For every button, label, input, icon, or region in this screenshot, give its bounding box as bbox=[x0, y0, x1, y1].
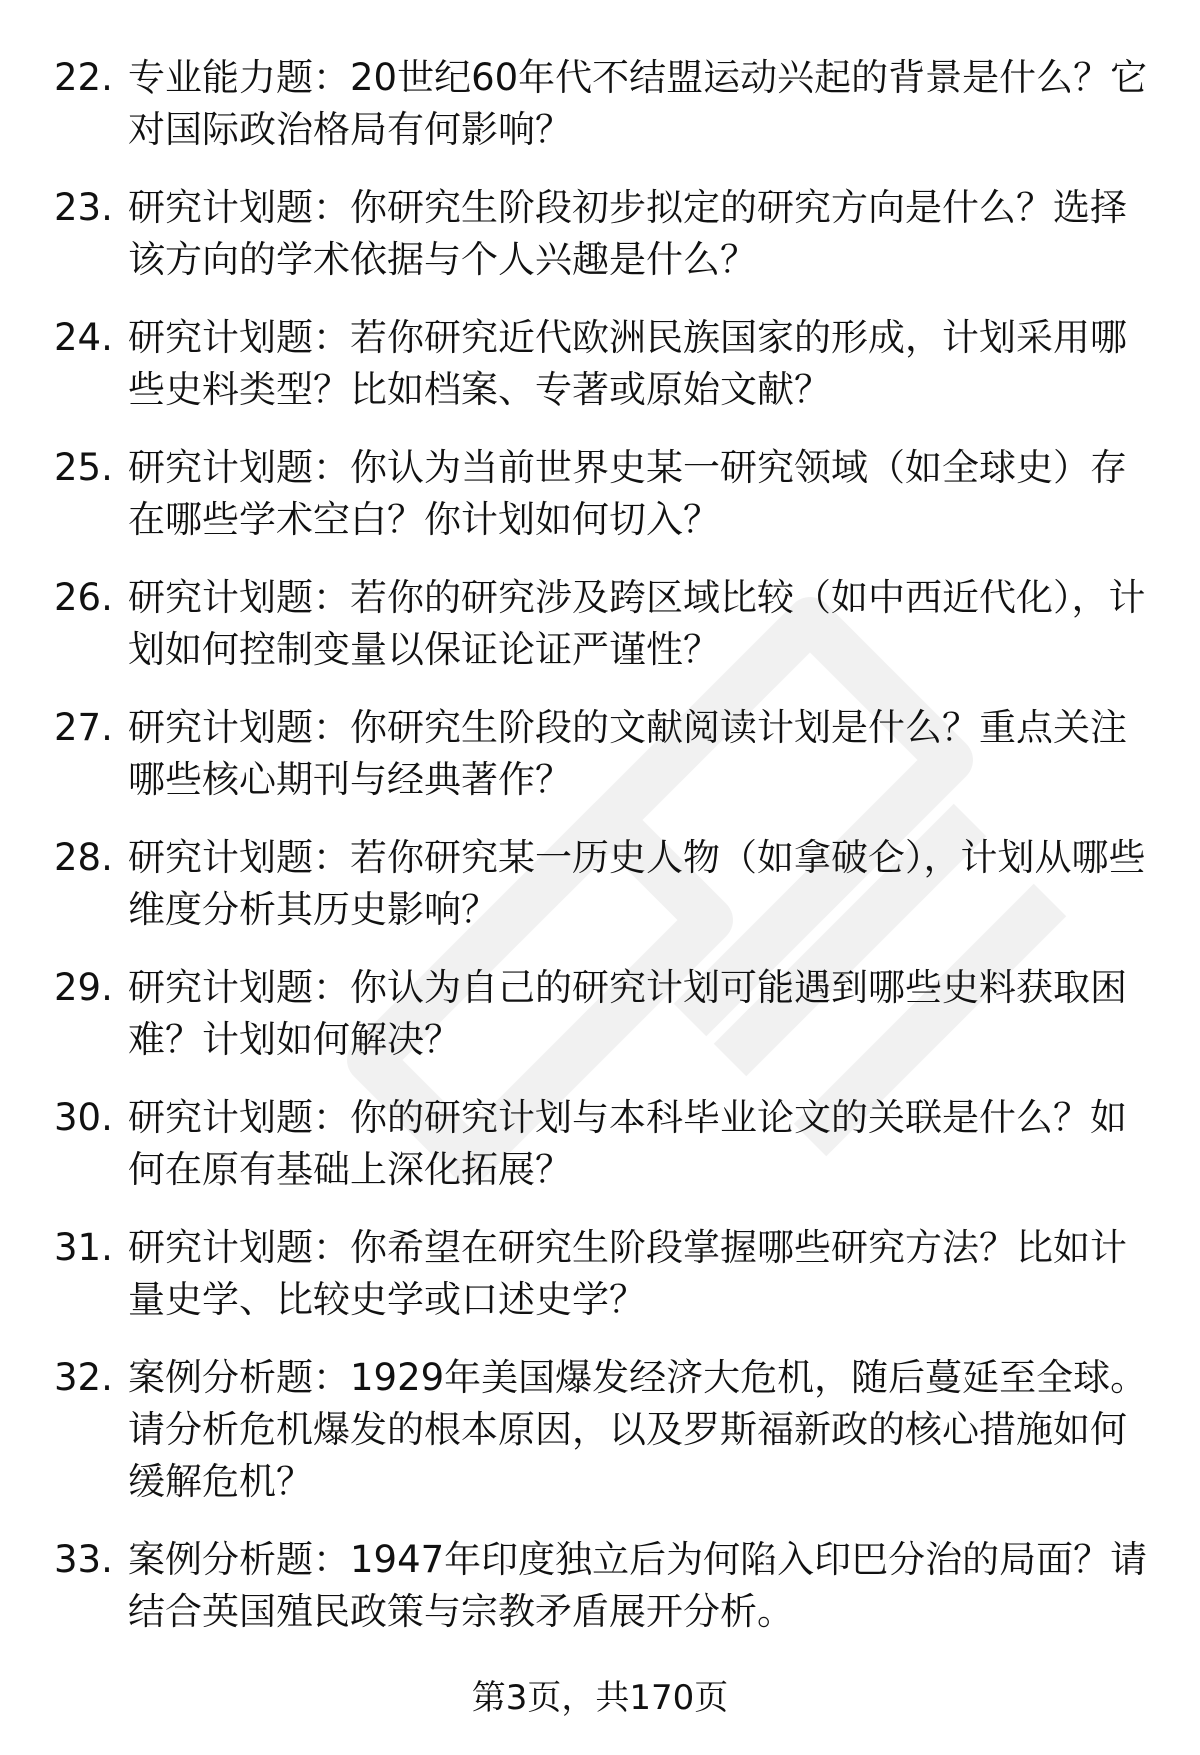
question-text: 案例分析题：1929年美国爆发经济大危机，随后蔓延至全球。请分析危机爆发的根本原因，以及罗斯福新政的核心措施如何缓解危机？ bbox=[128, 1356, 1148, 1503]
question-text: 研究计划题：你认为自己的研究计划可能遇到哪些史料获取困难？计划如何解决？ bbox=[128, 966, 1127, 1061]
list-item bbox=[54, 312, 1164, 416]
question-text: 研究计划题：你研究生阶段初步拟定的研究方向是什么？选择该方向的学术依据与个人兴趣是什么？ bbox=[128, 186, 1127, 281]
question-text: 案例分析题：1947年印度独立后为何陷入印巴分治的局面？请结合英国殖民政策与宗教矛盾展开分析。 bbox=[128, 1538, 1148, 1633]
question-number: 28. bbox=[54, 836, 113, 879]
question-number: 25. bbox=[54, 446, 113, 489]
question-number: 24. bbox=[54, 316, 113, 359]
list-item bbox=[54, 1222, 1164, 1326]
question-number: 23. bbox=[54, 186, 113, 229]
question-number: 22. bbox=[54, 56, 113, 99]
list-item bbox=[54, 832, 1164, 936]
question-text: 研究计划题：你希望在研究生阶段掌握哪些研究方法？比如计量史学、比较史学或口述史学？ bbox=[128, 1226, 1127, 1321]
question-text: 研究计划题：若你的研究涉及跨区域比较（如中西近代化），计划如何控制变量以保证论证严谨性？ bbox=[128, 576, 1146, 671]
question-number: 31. bbox=[54, 1226, 113, 1269]
question-text: 研究计划题：若你研究近代欧洲民族国家的形成，计划采用哪些史料类型？比如档案、专著或原始文献？ bbox=[128, 316, 1127, 411]
list-item bbox=[54, 572, 1164, 676]
question-number: 26. bbox=[54, 576, 113, 619]
question-number: 30. bbox=[54, 1096, 113, 1139]
question-number: 32. bbox=[54, 1356, 113, 1399]
question-text: 专业能力题：20世纪60年代不结盟运动兴起的背景是什么？它对国际政治格局有何影响？ bbox=[128, 56, 1148, 151]
list-item bbox=[54, 1092, 1164, 1196]
question-number: 33. bbox=[54, 1538, 113, 1581]
question-text: 研究计划题：你研究生阶段的文献阅读计划是什么？重点关注哪些核心期刊与经典著作？ bbox=[128, 706, 1127, 801]
question-number: 27. bbox=[54, 706, 113, 749]
list-item bbox=[54, 1352, 1164, 1508]
question-list bbox=[54, 52, 1164, 1664]
list-item bbox=[54, 182, 1164, 286]
list-item bbox=[54, 52, 1164, 156]
page-footer: 第3页，共170页 bbox=[471, 1678, 729, 1718]
question-text: 研究计划题：若你研究某一历史人物（如拿破仑），计划从哪些维度分析其历史影响？ bbox=[128, 836, 1146, 931]
question-text: 研究计划题：你的研究计划与本科毕业论文的关联是什么？如何在原有基础上深化拓展？ bbox=[128, 1096, 1127, 1191]
list-item bbox=[54, 442, 1164, 546]
list-item bbox=[54, 702, 1164, 806]
list-item bbox=[54, 962, 1164, 1066]
list-item bbox=[54, 1534, 1164, 1638]
question-number: 29. bbox=[54, 966, 113, 1009]
question-text: 研究计划题：你认为当前世界史某一研究领域（如全球史）存在哪些学术空白？你计划如何切入？ bbox=[128, 446, 1127, 541]
